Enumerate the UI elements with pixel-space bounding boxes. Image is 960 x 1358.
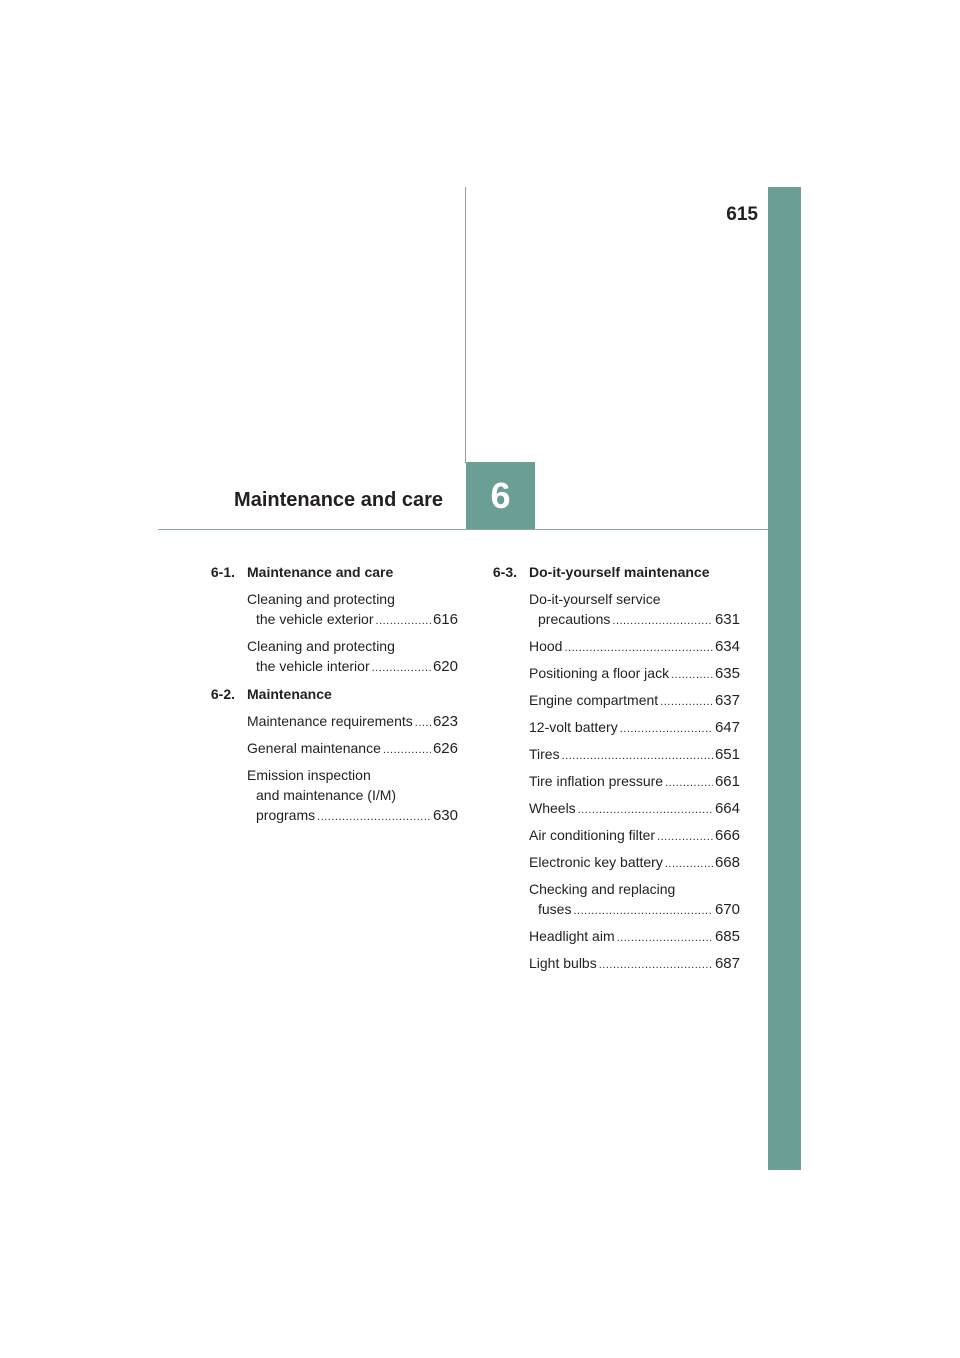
toc-entry-line [529,589,740,609]
toc-entry-link[interactable] [247,738,458,760]
toc-entry-line [529,852,740,874]
toc-entry-link[interactable] [247,589,458,631]
toc-entry-line [529,663,740,685]
toc-entry-line [529,744,740,766]
toc-entry-text: Engine compartment [529,692,659,708]
toc-section-heading [178,563,458,582]
toc-entry-text: Headlight aim [529,928,615,944]
toc-entry-page-number: 664 [714,800,740,817]
toc-entry-link[interactable] [247,711,458,733]
toc-entry-text: Do-it-yourself service [529,591,661,607]
toc-entry-page-number: 651 [714,746,740,763]
toc-entry-list [247,711,458,827]
dot-leader [620,719,713,739]
toc-entry-link[interactable] [529,717,740,739]
toc-entry-line [247,711,458,733]
toc-entry-text: Cleaning and protecting [247,591,395,607]
dot-leader [617,928,713,948]
section-title: Maintenance [247,686,332,702]
toc-entry-link[interactable] [529,926,740,948]
toc-entry-page-number: 626 [432,740,458,757]
toc-section-heading [178,685,458,704]
dot-leader [612,611,713,631]
toc-entry-text: General maintenance [247,740,381,756]
toc-section-heading [460,563,740,582]
toc-entry-page-number: 685 [714,928,740,945]
toc-entry-line [247,656,458,678]
toc-column-left [178,563,458,834]
dot-leader [573,901,713,921]
toc-entry-line [247,765,458,785]
dot-leader [372,658,431,678]
header-divider-vertical [465,187,466,463]
toc-entry-link[interactable] [529,744,740,766]
dot-leader [660,692,713,712]
toc-entry-text: Checking and replacing [529,881,676,897]
toc-column-right [460,563,740,982]
toc-entry-text: Wheels [529,800,576,816]
toc-entry-page-number: 670 [714,901,740,918]
dot-leader [665,773,713,793]
toc-entry-line [529,825,740,847]
toc-entry-page-number: 635 [714,665,740,682]
toc-entry-text: the vehicle exterior [256,611,374,627]
toc-entry-link[interactable] [529,879,740,921]
toc-entry-text: fuses [538,901,572,917]
toc-entry-line [529,636,740,658]
toc-entry-line [529,798,740,820]
section-number: 6-3. [492,564,517,580]
dot-leader [578,800,713,820]
toc-entry-text: Air conditioning filter [529,827,656,843]
toc-entry-text: Maintenance requirements [247,713,413,729]
dot-leader [657,827,713,847]
toc-entry-line [529,717,740,739]
toc-entry-list [529,589,740,975]
toc-entry-text: Tires [529,746,560,762]
toc-entry-line [529,771,740,793]
toc-entry-link[interactable] [529,771,740,793]
toc-entry-link[interactable] [247,636,458,678]
toc-entry-line [529,690,740,712]
toc-entry-line [529,609,740,631]
toc-entry-link[interactable] [529,953,740,975]
toc-entry-link[interactable] [529,825,740,847]
toc-entry-link[interactable] [529,663,740,685]
toc-entry-page-number: 631 [714,611,740,628]
toc-entry-line [247,609,458,631]
section-number: 6-1. [210,564,235,580]
toc-entry-text: Positioning a floor jack [529,665,670,681]
toc-entry-text: Hood [529,638,563,654]
toc-entry-list [247,589,458,678]
toc-entry-link[interactable] [529,690,740,712]
chapter-title: Maintenance and care [234,489,443,511]
toc-entry-line [247,589,458,609]
toc-entry-text: the vehicle interior [256,658,370,674]
toc-entry-page-number: 616 [432,611,458,628]
dot-leader [562,746,713,766]
toc-entry-line [529,879,740,899]
section-number: 6-2. [210,686,235,702]
toc-entry-page-number: 666 [714,827,740,844]
toc-entry-text: precautions [538,611,611,627]
chapter-number-tab: 6 [466,462,535,530]
toc-entry-text: 12-volt battery [529,719,618,735]
toc-entry-text: Emission inspection [247,767,371,783]
toc-entry-page-number: 647 [714,719,740,736]
toc-entry-text: Tire inflation pressure [529,773,664,789]
dot-leader [671,665,713,685]
toc-entry-line [247,636,458,656]
toc-entry-text: Cleaning and protecting [247,638,395,654]
dot-leader [415,713,431,733]
dot-leader [599,955,713,975]
dot-leader [317,807,431,827]
dot-leader [376,611,431,631]
toc-entry-text: programs [256,807,316,823]
toc-entry-page-number: 668 [714,854,740,871]
chapter-sidebar-bar [768,187,801,1170]
toc-entry-text: Electronic key battery [529,854,663,870]
toc-entry-text: and maintenance (I/M) [256,787,397,803]
toc-entry-page-number: 634 [714,638,740,655]
page-number: 615 [726,204,758,225]
toc-entry-text: Light bulbs [529,955,597,971]
toc-entry-line [529,899,740,921]
toc-entry-link[interactable] [529,589,740,631]
toc-entry-link[interactable] [529,798,740,820]
toc-entry-line [529,953,740,975]
toc-entry-page-number: 620 [432,658,458,675]
toc-entry-link[interactable] [529,636,740,658]
section-title: Maintenance and care [247,564,394,580]
toc-entry-line [529,926,740,948]
toc-entry-line [247,785,458,805]
header-divider-horizontal [158,529,768,530]
toc-entry-page-number: 623 [432,713,458,730]
toc-entry-page-number: 661 [714,773,740,790]
toc-entry-line [247,738,458,760]
toc-entry-line [247,805,458,827]
dot-leader [564,638,713,658]
dot-leader [665,854,713,874]
section-title: Do-it-yourself maintenance [529,564,710,580]
toc-entry-page-number: 637 [714,692,740,709]
toc-entry-link[interactable] [529,852,740,874]
toc-entry-page-number: 630 [432,807,458,824]
dot-leader [383,740,431,760]
toc-entry-link[interactable] [247,765,458,827]
toc-entry-page-number: 687 [714,955,740,972]
